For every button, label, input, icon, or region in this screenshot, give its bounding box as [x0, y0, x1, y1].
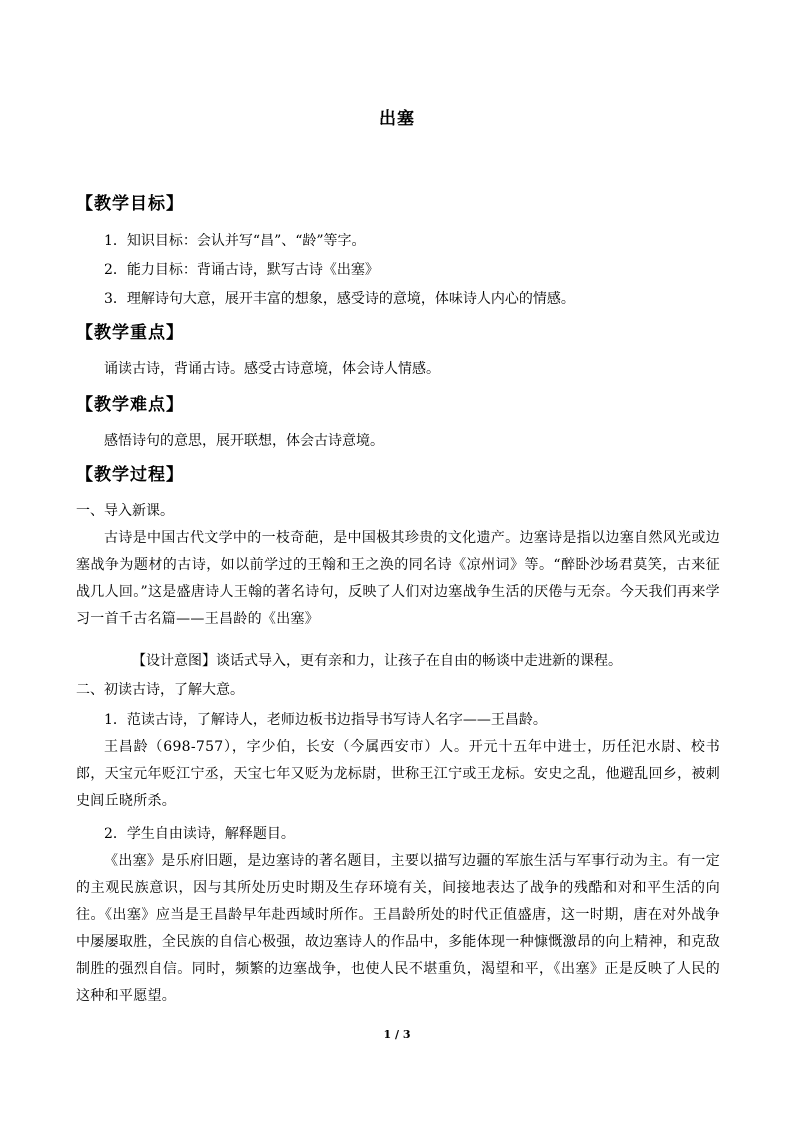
process-step1-title: 一、导入新课。: [76, 503, 174, 519]
process-step2-poet-bio: 王昌龄（698-757），字少伯，长安（今属西安市）人。开元十五年中进士，历任汜水尉、校书郎，天宝元年贬江宁丞，天宝七年又贬为龙标尉，世称王江宁或王龙标。安史之乱，他避乱回乡，被刺史闾丘晓所杀。: [76, 739, 720, 809]
process-step1-design-intent: 【设计意图】谈话式导入，更有亲和力，让孩子在自由的畅谈中走进新的课程。: [132, 653, 622, 669]
document-title: 出塞: [379, 109, 415, 129]
process-step2-title: 二、初读古诗，了解大意。: [76, 682, 244, 698]
difficulties-text: 感悟诗句的意思，展开联想，体会古诗意境。: [104, 433, 384, 449]
process-step2-item-2: 2．学生自由读诗，解释题目。: [104, 826, 295, 842]
key-points-text: 诵读古诗，背诵古诗。感受古诗意境，体会诗人情感。: [104, 361, 440, 377]
objective-item-2: 2．能力目标：背诵古诗，默写古诗《出塞》: [104, 262, 379, 278]
objective-item-3: 3．理解诗句大意，展开丰富的想象，感受诗的意境，体味诗人内心的情感。: [104, 291, 575, 307]
objective-item-1: 1．知识目标：会认并写“昌”、“龄”等字。: [104, 233, 366, 249]
process-step1-paragraph: 古诗是中国古代文学中的一枝奇葩，是中国极其珍贵的文化遗产。边塞诗是指以边塞自然风光或边塞战争为题材的古诗，如以前学过的王翰和王之涣的同名诗《凉州词》等。“醉卧沙场君莫笑，古来征战几人回。”这是盛唐诗人王翰的著名诗句，反映了人们对边塞战争生活的厌倦与无奈。今天我们再来学习一首千古名篇——王昌龄的《出塞》: [76, 530, 720, 627]
section-heading-process: 【教学过程】: [76, 465, 184, 485]
section-heading-difficulties: 【教学难点】: [76, 395, 184, 415]
process-step2-item-1: 1．范读古诗，了解诗人，老师边板书边指导书写诗人名字——王昌龄。: [104, 712, 547, 728]
page-number: 1 / 3: [383, 1028, 411, 1041]
section-heading-key-points: 【教学重点】: [76, 323, 184, 343]
section-heading-objectives: 【教学目标】: [76, 194, 184, 214]
process-step2-title-explanation: 《出塞》是乐府旧题，是边塞诗的著名题目，主要以描写边疆的军旅生活与军事行动为主。有一定的主观民族意识，因与其所处历史时期及生存环境有关，间接地表达了战争的残酷和对和平生活的向往。《出塞》应当是王昌龄早年赴西域时所作。王昌龄所处的时代正值盛唐，这一时期，唐在对外战争中屡屡取胜，全民族的自信心极强，故边塞诗人的作品中，多能体现一种慷慨激昂的向上精神，和克敌制胜的强烈自信。同时，频繁的边塞战争，也使人民不堪重负，渴望和平，《出塞》正是反映了人民的这种和平愿望。: [76, 853, 720, 1004]
